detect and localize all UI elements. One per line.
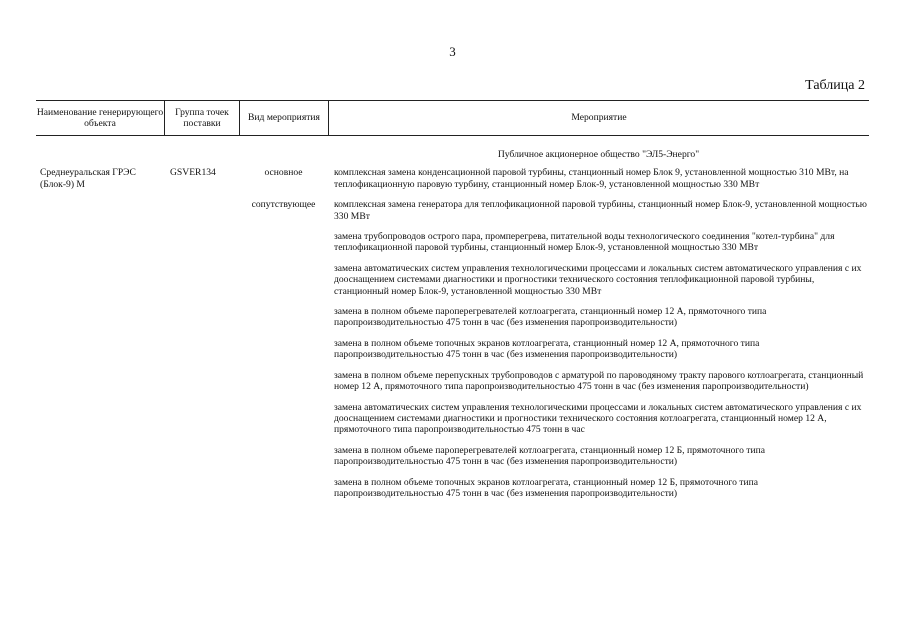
measure-item: замена автоматических систем управления технологическими процессами и локальных систем автоматического управления с их дооснащением системами диагностики и прогностики технического состояния котлоагрегата, станционный номер 12 А, прямоточного типа паропроизводительностью 475 тонн в час [334,401,862,436]
header-object: Наименование генерирующего объекта [36,106,164,129]
measures-table [36,100,869,508]
table-header [36,100,869,136]
gtp-code: GSVER134 [170,167,216,179]
measure-secondary-list [328,199,869,508]
measure-item: замена в полном объеме пароперегревателей котлоагрегата, станционный номер 12 А, прямоточного типа паропроизводительностью 475 тонн в час (без изменения паропроизводительности) [334,306,767,329]
header-gtp: Группа точек поставки [164,101,239,135]
measure-item: замена в полном объеме топочных экранов котлоагрегата, станционный номер 12 А, прямоточного типа паропроизводительностью 475 тонн в час (без изменения паропроизводительности) [334,337,760,361]
measure-item: комплексная замена генератора для теплофикационной паровой турбины, станционный номер Блок-9, установленной мощностью 330 МВт [334,199,867,222]
header-type: Вид мероприятия [239,101,328,135]
table-row [36,167,869,199]
page-number: 3 [449,44,456,59]
gtp-code-empty [164,199,239,508]
measure-item: замена трубопроводов острого пара, промперегрева, питательной воды технологического соединения "котел-турбина" для теплофикационной паровой турбины, станционный номер Блок-9, установленной мощностью 330 МВт [334,231,835,254]
measure-item: замена в полном объеме перепускных трубопроводов с арматурой по пароводяному тракту парового котлоагрегата, станционный номер 12 А, прямоточного типа паропроизводительностью 475 тонн в час (без изменения паропроизводительности) [334,369,864,393]
object-name: Среднеуральская ГРЭС (Блок-9) М [40,167,136,190]
measure-item: замена в полном объеме пароперегревателей котлоагрегата, станционный номер 12 Б, прямоточного типа паропроизводительностью 475 тонн в час (без изменения паропроизводительности) [334,444,766,468]
type-main: основное [264,167,303,179]
table-label: Таблица 2 [805,78,865,93]
measure-item: замена автоматических систем управления технологическими процессами и локальных систем автоматического управления с их дооснащением системами диагностики и прогностики технического состояния теплофикационной паровой турбины, станционный номер Блок-9, установленной мощностью 330 МВт [334,262,862,297]
object-name-empty [36,199,164,508]
measure-main [328,167,869,199]
header-measure: Мероприятие [328,101,869,135]
table-row [36,199,869,508]
type-secondary: сопутствующее [251,199,316,211]
measure-item: комплексная замена конденсационной паровой турбины, станционный номер Блок 9, установленной мощностью 310 МВт, на теплофикационную паровую турбину, станционный номер Блок-9, установленной мощностью 330 МВт [334,167,849,190]
organization-title: Публичное акционерное общество "ЭЛ5-Энерго" [497,149,700,160]
measure-item: замена в полном объеме топочных экранов котлоагрегата, станционный номер 12 Б, прямоточного типа паропроизводительностью 475 тонн в час (без изменения паропроизводительности) [334,476,758,499]
